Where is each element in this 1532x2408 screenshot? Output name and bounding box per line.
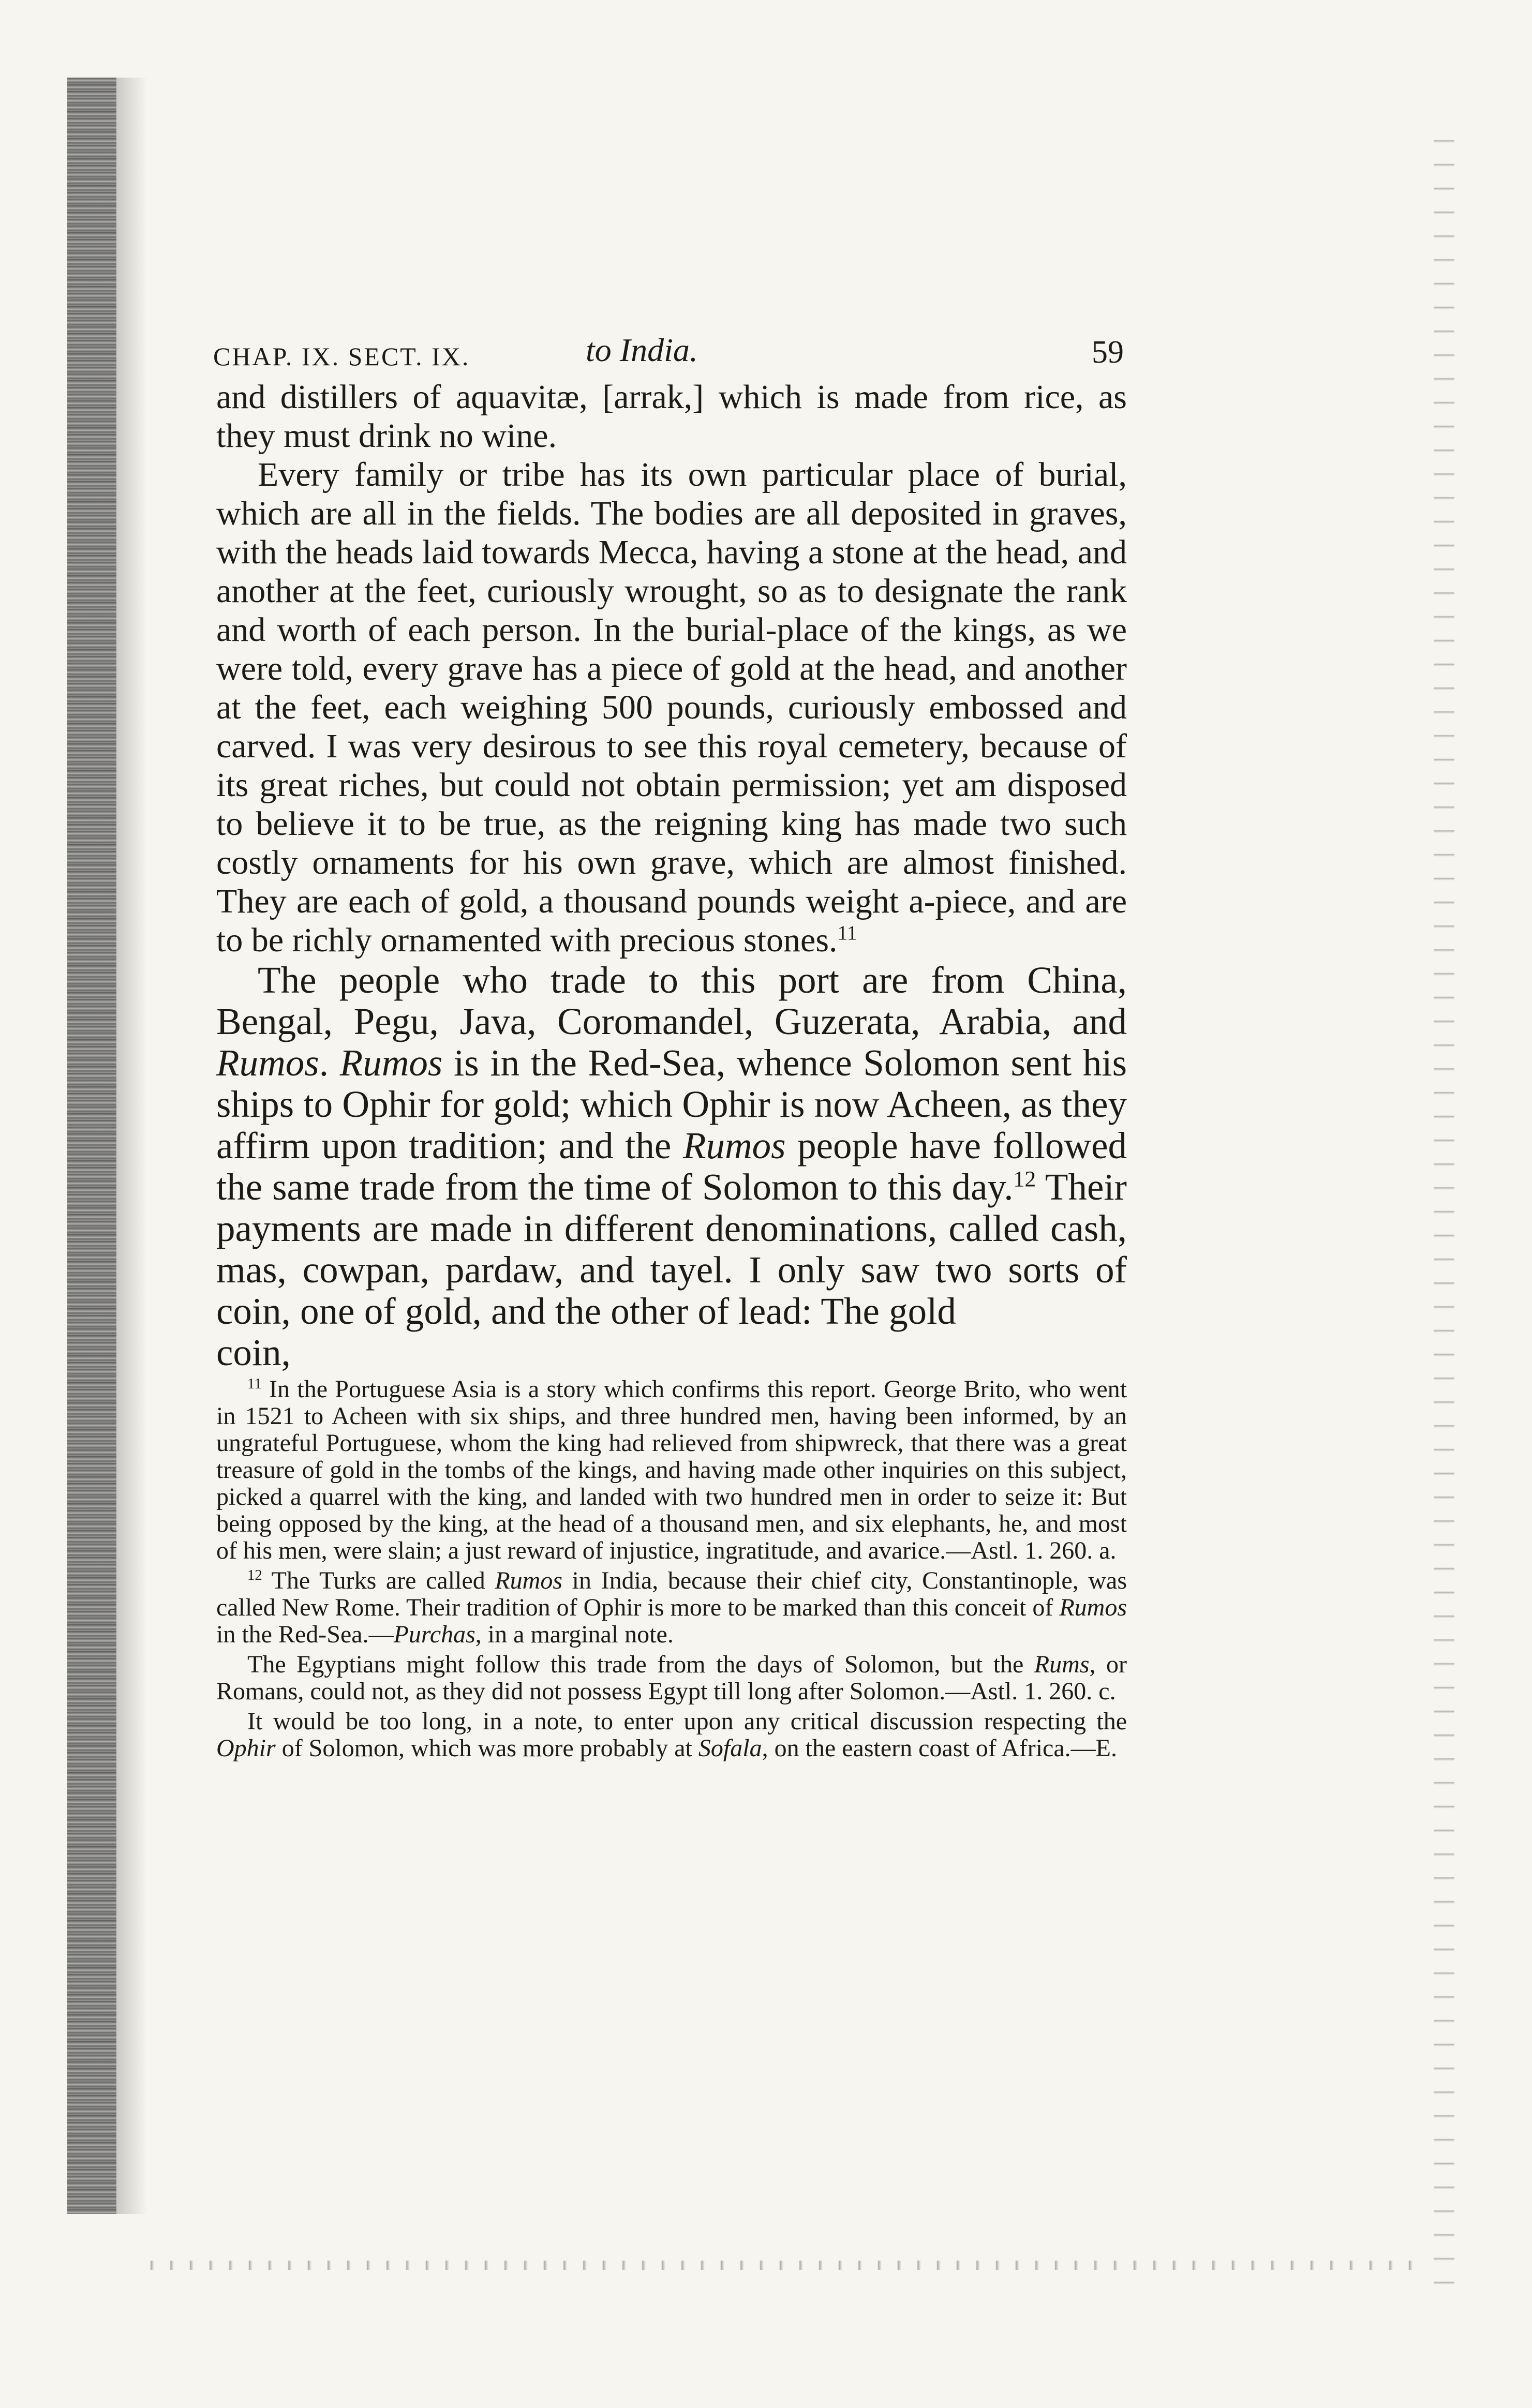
footnote-12-text-a: The Turks are called	[262, 1567, 495, 1594]
binding-fade	[116, 78, 147, 2214]
footnote-12-rumos-1: Rumos	[495, 1567, 563, 1594]
main-text	[216, 378, 1127, 1373]
rumos-italic-2: Rumos	[339, 1042, 443, 1084]
paragraph-3-mid2: is in the Red-Sea, whence Solomon sent his ships to Ophir for gold; which Ophir is now Acheen, as they affirm upon tradition; and the	[216, 1042, 1127, 1166]
paragraph-3-cont: Their payments are made in different denominations, called cash, mas, cowpan, pardaw, and tayel. I only saw two sorts of coin, one of gold, and the other of lead: The gold	[216, 1166, 1127, 1332]
footnote-12b-text-a: The Egyptians might follow this trade from the days of Solomon, but the	[247, 1651, 1034, 1678]
footnote-mark-11: 11	[247, 1375, 262, 1392]
footnote-12-text-d: , in a marginal note.	[475, 1621, 674, 1648]
paragraph-1: and distillers of aquavitæ, [arrak,] which is made from rice, as they must drink no wine.	[216, 378, 1127, 455]
editor-note	[216, 1708, 1127, 1762]
paragraph-3	[216, 960, 1127, 1332]
paragraph-2	[216, 455, 1127, 960]
editor-note-text-a: It would be too long, in a note, to enter upon any critical discussion respecting the	[247, 1708, 1127, 1735]
rumos-italic-1: Rumos	[216, 1042, 319, 1084]
chapter-section-label: CHAP. IX. SECT. IX.	[213, 342, 470, 371]
footnote-ref-11: 11	[837, 921, 857, 944]
editor-note-text-b: of Solomon, which was more probably at	[275, 1734, 698, 1762]
footnote-ref-12: 12	[1013, 1166, 1036, 1192]
binding-shadow	[67, 78, 116, 2214]
scan-edge-marks	[1434, 119, 1454, 2292]
paragraph-3-start: The people who trade to this port are from China, Bengal, Pegu, Java, Coromandel, Guzerata, Arabia, and	[216, 959, 1127, 1042]
running-title: to India.	[586, 332, 698, 368]
footnote-12b-rums: Rums	[1034, 1651, 1090, 1678]
footnote-mark-12: 12	[247, 1567, 262, 1583]
paragraph-3-mid1: .	[319, 1042, 340, 1084]
footnote-12-rumos-2: Rumos	[1059, 1594, 1127, 1621]
footnote-11-text: In the Portuguese Asia is a story which confirms this report. George Brito, who went in 1521 to Acheen with six ships, and three hundred men, having been informed, by an ungrateful Portuguese, whom the king had relieved from shipwreck, that there was a great treasure of gold in the tombs of the kings, and having made other inquiries on this subject, picked a quarrel with the king, and landed with two hundred men in order to seize it: But being opposed by the king, at the head of a thousand men, and six elephants, he, and most of his men, were slain; a just reward of injustice, ingratitude, and avarice.—Astl. 1. 260. a.	[216, 1375, 1127, 1564]
catch-word: coin,	[216, 1332, 291, 1373]
editor-note-text-c: , on the eastern coast of Africa.—E.	[762, 1734, 1117, 1762]
footnote-12-text-c: in the Red-Sea.—	[216, 1621, 394, 1648]
editor-note-ophir: Ophir	[216, 1734, 276, 1762]
footnote-12-text-b: in India, because their chief city, Constantinople, was called New Rome. Their tradition of Ophir is more to be marked than this conceit of	[216, 1567, 1127, 1621]
paragraph-2-text: Every family or tribe has its own particular place of burial, which are all in the fields. The bodies are all deposited in graves, with the heads laid towards Mecca, having a stone at the head, and another at the feet, curiously wrought, so as to designate the rank and worth of each person. In the burial-place of the kings, as we were told, every grave has a piece of gold at the head, and another at the feet, each weighing 500 pounds, curiously embossed and carved. I was very desirous to see this royal cemetery, because of its great riches, but could not obtain permission; yet am disposed to believe it to be true, as the reigning king has made two such costly ornaments for his own grave, which are almost finished. They are each of gold, a thousand pounds weight a-piece, and are to be richly ornamented with precious stones.	[216, 456, 1127, 959]
footnotes	[216, 1376, 1127, 1762]
footnote-12-continued	[216, 1651, 1127, 1705]
footnote-11	[216, 1376, 1127, 1564]
footnote-12-purchas: Purchas	[393, 1621, 475, 1648]
rumos-italic-3: Rumos	[682, 1125, 786, 1166]
footnote-12b-text-b: , or Romans, could not, as they did not possess Egypt till long after Solomon.—Astl. 1. 260. c.	[216, 1651, 1127, 1705]
paragraph-3-block	[216, 960, 1127, 1373]
scan-bottom-noise	[135, 2261, 1428, 2270]
editor-note-sofala: Sofala	[698, 1734, 762, 1762]
paragraph-3-end: people have followed the same trade from the time of Solomon to this day.	[216, 1125, 1127, 1208]
footnote-12	[216, 1567, 1127, 1648]
running-header	[213, 331, 1124, 378]
page-number: 59	[1092, 335, 1124, 370]
